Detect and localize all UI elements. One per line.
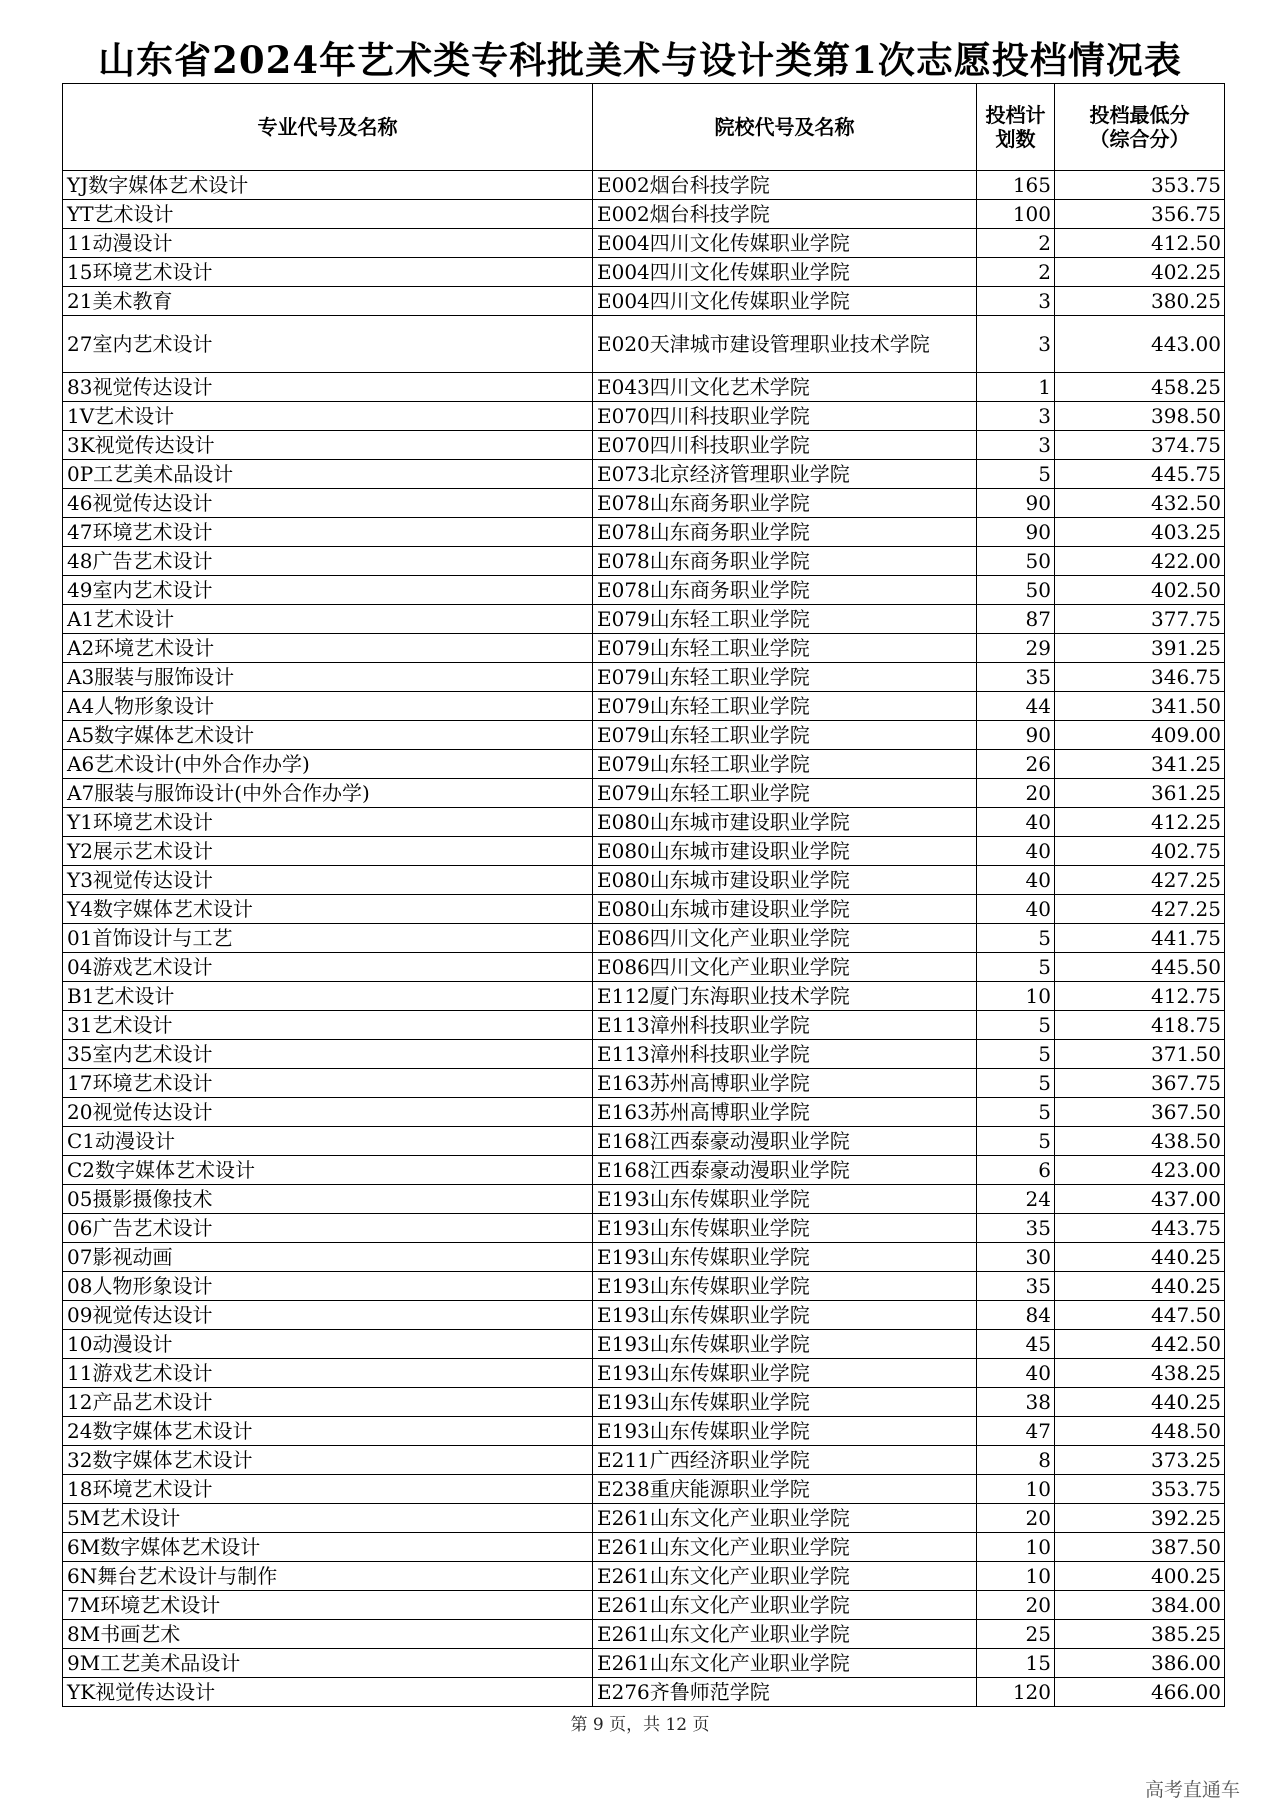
cell-major: A4人物形象设计 xyxy=(63,692,593,721)
cell-plan: 20 xyxy=(977,1504,1055,1533)
cell-plan: 1 xyxy=(977,373,1055,402)
table-row xyxy=(63,924,1225,953)
table-row xyxy=(63,1069,1225,1098)
cell-major: C2数字媒体艺术设计 xyxy=(63,1156,593,1185)
table-row xyxy=(63,576,1225,605)
cell-major: 08人物形象设计 xyxy=(63,1272,593,1301)
cell-score: 384.00 xyxy=(1055,1591,1225,1620)
cell-school: E004四川文化传媒职业学院 xyxy=(593,229,977,258)
cell-score: 422.00 xyxy=(1055,547,1225,576)
cell-score: 440.25 xyxy=(1055,1388,1225,1417)
table-row xyxy=(63,1620,1225,1649)
cell-score: 437.00 xyxy=(1055,1185,1225,1214)
table-row xyxy=(63,489,1225,518)
cell-score: 448.50 xyxy=(1055,1417,1225,1446)
cell-score: 385.25 xyxy=(1055,1620,1225,1649)
cell-major: Y4数字媒体艺术设计 xyxy=(63,895,593,924)
cell-school: E079山东轻工职业学院 xyxy=(593,779,977,808)
cell-score: 341.50 xyxy=(1055,692,1225,721)
cell-plan: 44 xyxy=(977,692,1055,721)
cell-plan: 3 xyxy=(977,402,1055,431)
cell-score: 402.75 xyxy=(1055,837,1225,866)
cell-school: E078山东商务职业学院 xyxy=(593,576,977,605)
cell-school: E078山东商务职业学院 xyxy=(593,518,977,547)
table-row xyxy=(63,634,1225,663)
cell-school: E261山东文化产业职业学院 xyxy=(593,1504,977,1533)
table-row xyxy=(63,1562,1225,1591)
table-row xyxy=(63,1388,1225,1417)
page-footer: 第 9 页，共 12 页 xyxy=(570,1715,710,1735)
table-row xyxy=(63,779,1225,808)
cell-school: E193山东传媒职业学院 xyxy=(593,1243,977,1272)
cell-major: 20视觉传达设计 xyxy=(63,1098,593,1127)
cell-school: E004四川文化传媒职业学院 xyxy=(593,258,977,287)
table-row xyxy=(63,895,1225,924)
cell-score: 353.75 xyxy=(1055,171,1225,200)
cell-school: E193山东传媒职业学院 xyxy=(593,1301,977,1330)
table-row xyxy=(63,373,1225,402)
cell-plan: 40 xyxy=(977,895,1055,924)
cell-score: 427.25 xyxy=(1055,895,1225,924)
table-row xyxy=(63,200,1225,229)
cell-school: E261山东文化产业职业学院 xyxy=(593,1591,977,1620)
cell-school: E079山东轻工职业学院 xyxy=(593,721,977,750)
table-row xyxy=(63,663,1225,692)
cell-score: 427.25 xyxy=(1055,866,1225,895)
table-row xyxy=(63,1330,1225,1359)
table-row xyxy=(63,547,1225,576)
cell-major: 24数字媒体艺术设计 xyxy=(63,1417,593,1446)
cell-score: 445.75 xyxy=(1055,460,1225,489)
table-row xyxy=(63,692,1225,721)
cell-plan: 2 xyxy=(977,229,1055,258)
cell-major: 17环境艺术设计 xyxy=(63,1069,593,1098)
table-row xyxy=(63,1475,1225,1504)
cell-plan: 40 xyxy=(977,837,1055,866)
header-plan: 投档计划数 xyxy=(977,84,1055,171)
cell-score: 374.75 xyxy=(1055,431,1225,460)
cell-school: E079山东轻工职业学院 xyxy=(593,634,977,663)
table-row xyxy=(63,460,1225,489)
cell-major: 31艺术设计 xyxy=(63,1011,593,1040)
cell-school: E261山东文化产业职业学院 xyxy=(593,1649,977,1678)
cell-major: A5数字媒体艺术设计 xyxy=(63,721,593,750)
cell-score: 356.75 xyxy=(1055,200,1225,229)
cell-score: 400.25 xyxy=(1055,1562,1225,1591)
cell-major: 7M环境艺术设计 xyxy=(63,1591,593,1620)
cell-plan: 25 xyxy=(977,1620,1055,1649)
cell-school: E086四川文化产业职业学院 xyxy=(593,953,977,982)
cell-plan: 3 xyxy=(977,431,1055,460)
cell-plan: 8 xyxy=(977,1446,1055,1475)
table-row xyxy=(63,1185,1225,1214)
cell-plan: 90 xyxy=(977,489,1055,518)
cell-plan: 35 xyxy=(977,1214,1055,1243)
cell-major: A6艺术设计(中外合作办学) xyxy=(63,750,593,779)
cell-school: E193山东传媒职业学院 xyxy=(593,1330,977,1359)
cell-major: 1V艺术设计 xyxy=(63,402,593,431)
cell-school: E113漳州科技职业学院 xyxy=(593,1040,977,1069)
cell-plan: 35 xyxy=(977,1272,1055,1301)
table-row xyxy=(63,1214,1225,1243)
cell-major: YT艺术设计 xyxy=(63,200,593,229)
cell-plan: 90 xyxy=(977,518,1055,547)
table-row xyxy=(63,1243,1225,1272)
cell-school: E168江西泰豪动漫职业学院 xyxy=(593,1156,977,1185)
cell-major: 9M工艺美术品设计 xyxy=(63,1649,593,1678)
cell-major: 47环境艺术设计 xyxy=(63,518,593,547)
page-title: 山东省2024年艺术类专科批美术与设计类第1次志愿投档情况表 xyxy=(98,38,1182,82)
cell-plan: 29 xyxy=(977,634,1055,663)
cell-plan: 90 xyxy=(977,721,1055,750)
cell-school: E078山东商务职业学院 xyxy=(593,547,977,576)
cell-school: E238重庆能源职业学院 xyxy=(593,1475,977,1504)
cell-school: E043四川文化艺术学院 xyxy=(593,373,977,402)
cell-school: E079山东轻工职业学院 xyxy=(593,605,977,634)
table-row xyxy=(63,1301,1225,1330)
cell-score: 391.25 xyxy=(1055,634,1225,663)
cell-plan: 5 xyxy=(977,1040,1055,1069)
cell-score: 387.50 xyxy=(1055,1533,1225,1562)
cell-plan: 165 xyxy=(977,171,1055,200)
cell-school: E079山东轻工职业学院 xyxy=(593,750,977,779)
cell-score: 441.75 xyxy=(1055,924,1225,953)
cell-plan: 5 xyxy=(977,924,1055,953)
cell-score: 377.75 xyxy=(1055,605,1225,634)
cell-score: 386.00 xyxy=(1055,1649,1225,1678)
cell-school: E113漳州科技职业学院 xyxy=(593,1011,977,1040)
cell-school: E193山东传媒职业学院 xyxy=(593,1388,977,1417)
table-row xyxy=(63,837,1225,866)
cell-major: 18环境艺术设计 xyxy=(63,1475,593,1504)
table-row xyxy=(63,1156,1225,1185)
cell-major: C1动漫设计 xyxy=(63,1127,593,1156)
cell-score: 412.75 xyxy=(1055,982,1225,1011)
cell-score: 438.25 xyxy=(1055,1359,1225,1388)
cell-school: E193山东传媒职业学院 xyxy=(593,1214,977,1243)
cell-school: E261山东文化产业职业学院 xyxy=(593,1533,977,1562)
cell-score: 367.75 xyxy=(1055,1069,1225,1098)
cell-plan: 120 xyxy=(977,1678,1055,1707)
header-score xyxy=(1055,84,1225,171)
table-row xyxy=(63,1649,1225,1678)
cell-plan: 35 xyxy=(977,663,1055,692)
cell-school: E080山东城市建设职业学院 xyxy=(593,895,977,924)
cell-major: B1艺术设计 xyxy=(63,982,593,1011)
cell-plan: 45 xyxy=(977,1330,1055,1359)
cell-major: 35室内艺术设计 xyxy=(63,1040,593,1069)
cell-school: E193山东传媒职业学院 xyxy=(593,1272,977,1301)
cell-plan: 2 xyxy=(977,258,1055,287)
table-row xyxy=(63,1446,1225,1475)
cell-school: E004四川文化传媒职业学院 xyxy=(593,287,977,316)
cell-school: E276齐鲁师范学院 xyxy=(593,1678,977,1707)
cell-score: 432.50 xyxy=(1055,489,1225,518)
table-row xyxy=(63,1272,1225,1301)
cell-major: Y2展示艺术设计 xyxy=(63,837,593,866)
cell-major: 0P工艺美术品设计 xyxy=(63,460,593,489)
cell-plan: 5 xyxy=(977,1098,1055,1127)
cell-score: 371.50 xyxy=(1055,1040,1225,1069)
cell-major: Y1环境艺术设计 xyxy=(63,808,593,837)
table-row xyxy=(63,808,1225,837)
cell-score: 402.50 xyxy=(1055,576,1225,605)
cell-score: 438.50 xyxy=(1055,1127,1225,1156)
cell-major: 6N舞台艺术设计与制作 xyxy=(63,1562,593,1591)
cell-major: 05摄影摄像技术 xyxy=(63,1185,593,1214)
cell-plan: 38 xyxy=(977,1388,1055,1417)
cell-plan: 40 xyxy=(977,1359,1055,1388)
cell-score: 466.00 xyxy=(1055,1678,1225,1707)
cell-major: 49室内艺术设计 xyxy=(63,576,593,605)
cell-school: E193山东传媒职业学院 xyxy=(593,1185,977,1214)
cell-plan: 84 xyxy=(977,1301,1055,1330)
cell-major: A2环境艺术设计 xyxy=(63,634,593,663)
table-row xyxy=(63,1591,1225,1620)
header-major: 专业代号及名称 xyxy=(63,84,593,171)
cell-plan: 10 xyxy=(977,982,1055,1011)
cell-school: E211广西经济职业学院 xyxy=(593,1446,977,1475)
cell-school: E002烟台科技学院 xyxy=(593,171,977,200)
cell-major: 32数字媒体艺术设计 xyxy=(63,1446,593,1475)
cell-school: E020天津城市建设管理职业技术学院 xyxy=(593,316,977,373)
cell-score: 341.25 xyxy=(1055,750,1225,779)
table-row xyxy=(63,1359,1225,1388)
cell-major: 48广告艺术设计 xyxy=(63,547,593,576)
cell-plan: 26 xyxy=(977,750,1055,779)
cell-school: E080山东城市建设职业学院 xyxy=(593,837,977,866)
cell-major: 83视觉传达设计 xyxy=(63,373,593,402)
cell-school: E080山东城市建设职业学院 xyxy=(593,866,977,895)
cell-major: Y3视觉传达设计 xyxy=(63,866,593,895)
cell-school: E112厦门东海职业技术学院 xyxy=(593,982,977,1011)
cell-score: 353.75 xyxy=(1055,1475,1225,1504)
cell-major: 04游戏艺术设计 xyxy=(63,953,593,982)
cell-school: E078山东商务职业学院 xyxy=(593,489,977,518)
table-row xyxy=(63,229,1225,258)
table-row xyxy=(63,1533,1225,1562)
cell-plan: 3 xyxy=(977,287,1055,316)
cell-score: 402.25 xyxy=(1055,258,1225,287)
table-row xyxy=(63,518,1225,547)
cell-score: 409.00 xyxy=(1055,721,1225,750)
table-row xyxy=(63,1127,1225,1156)
table-row xyxy=(63,866,1225,895)
table-header-row xyxy=(63,84,1225,171)
cell-plan: 20 xyxy=(977,779,1055,808)
table-row xyxy=(63,1678,1225,1707)
cell-major: 09视觉传达设计 xyxy=(63,1301,593,1330)
cell-score: 418.75 xyxy=(1055,1011,1225,1040)
table-row xyxy=(63,1504,1225,1533)
cell-score: 412.25 xyxy=(1055,808,1225,837)
cell-major: 15环境艺术设计 xyxy=(63,258,593,287)
header-score-line1: 投档最低分 xyxy=(1089,103,1190,127)
table-row xyxy=(63,402,1225,431)
table-row xyxy=(63,287,1225,316)
cell-plan: 50 xyxy=(977,547,1055,576)
cell-plan: 40 xyxy=(977,808,1055,837)
cell-plan: 40 xyxy=(977,866,1055,895)
cell-major: 07影视动画 xyxy=(63,1243,593,1272)
cell-score: 380.25 xyxy=(1055,287,1225,316)
cell-score: 361.25 xyxy=(1055,779,1225,808)
cell-major: 27室内艺术设计 xyxy=(63,316,593,373)
cell-school: E079山东轻工职业学院 xyxy=(593,692,977,721)
cell-major: 01首饰设计与工艺 xyxy=(63,924,593,953)
cell-major: 11动漫设计 xyxy=(63,229,593,258)
table-row xyxy=(63,721,1225,750)
table-row xyxy=(63,1417,1225,1446)
cell-school: E070四川科技职业学院 xyxy=(593,402,977,431)
cell-school: E086四川文化产业职业学院 xyxy=(593,924,977,953)
cell-school: E163苏州高博职业学院 xyxy=(593,1069,977,1098)
cell-plan: 100 xyxy=(977,200,1055,229)
cell-school: E261山东文化产业职业学院 xyxy=(593,1620,977,1649)
cell-school: E073北京经济管理职业学院 xyxy=(593,460,977,489)
cell-score: 443.00 xyxy=(1055,316,1225,373)
header-school: 院校代号及名称 xyxy=(593,84,977,171)
cell-school: E168江西泰豪动漫职业学院 xyxy=(593,1127,977,1156)
cell-score: 423.00 xyxy=(1055,1156,1225,1185)
table-row xyxy=(63,953,1225,982)
cell-major: 06广告艺术设计 xyxy=(63,1214,593,1243)
cell-major: 46视觉传达设计 xyxy=(63,489,593,518)
table-row xyxy=(63,1011,1225,1040)
cell-score: 403.25 xyxy=(1055,518,1225,547)
table-row xyxy=(63,982,1225,1011)
cell-plan: 6 xyxy=(977,1156,1055,1185)
table-row xyxy=(63,1098,1225,1127)
cell-major: 3K视觉传达设计 xyxy=(63,431,593,460)
cell-major: 21美术教育 xyxy=(63,287,593,316)
header-score-line2: （综合分） xyxy=(1089,127,1190,151)
cell-plan: 87 xyxy=(977,605,1055,634)
cell-major: 5M艺术设计 xyxy=(63,1504,593,1533)
admission-table xyxy=(62,83,1225,1707)
cell-score: 373.25 xyxy=(1055,1446,1225,1475)
table-row xyxy=(63,431,1225,460)
cell-school: E193山东传媒职业学院 xyxy=(593,1359,977,1388)
cell-plan: 5 xyxy=(977,1069,1055,1098)
cell-major: 11游戏艺术设计 xyxy=(63,1359,593,1388)
cell-score: 440.25 xyxy=(1055,1243,1225,1272)
cell-major: YK视觉传达设计 xyxy=(63,1678,593,1707)
cell-major: A1艺术设计 xyxy=(63,605,593,634)
cell-school: E080山东城市建设职业学院 xyxy=(593,808,977,837)
cell-major: 12产品艺术设计 xyxy=(63,1388,593,1417)
watermark: 高考直通车 xyxy=(1145,1779,1241,1801)
cell-plan: 20 xyxy=(977,1591,1055,1620)
cell-school: E163苏州高博职业学院 xyxy=(593,1098,977,1127)
cell-score: 442.50 xyxy=(1055,1330,1225,1359)
cell-plan: 50 xyxy=(977,576,1055,605)
cell-plan: 3 xyxy=(977,316,1055,373)
cell-score: 445.50 xyxy=(1055,953,1225,982)
cell-score: 367.50 xyxy=(1055,1098,1225,1127)
table-row xyxy=(63,258,1225,287)
cell-score: 440.25 xyxy=(1055,1272,1225,1301)
cell-plan: 10 xyxy=(977,1475,1055,1504)
table-body xyxy=(63,171,1225,1707)
cell-plan: 10 xyxy=(977,1562,1055,1591)
cell-plan: 10 xyxy=(977,1533,1055,1562)
cell-major: YJ数字媒体艺术设计 xyxy=(63,171,593,200)
table-row xyxy=(63,605,1225,634)
cell-score: 458.25 xyxy=(1055,373,1225,402)
cell-major: 10动漫设计 xyxy=(63,1330,593,1359)
cell-plan: 5 xyxy=(977,1011,1055,1040)
cell-major: A7服装与服饰设计(中外合作办学) xyxy=(63,779,593,808)
cell-school: E002烟台科技学院 xyxy=(593,200,977,229)
table-row xyxy=(63,171,1225,200)
cell-major: 6M数字媒体艺术设计 xyxy=(63,1533,593,1562)
cell-plan: 5 xyxy=(977,953,1055,982)
cell-school: E261山东文化产业职业学院 xyxy=(593,1562,977,1591)
cell-score: 346.75 xyxy=(1055,663,1225,692)
cell-plan: 30 xyxy=(977,1243,1055,1272)
cell-score: 443.75 xyxy=(1055,1214,1225,1243)
cell-school: E193山东传媒职业学院 xyxy=(593,1417,977,1446)
cell-plan: 15 xyxy=(977,1649,1055,1678)
cell-plan: 5 xyxy=(977,1127,1055,1156)
cell-major: 8M书画艺术 xyxy=(63,1620,593,1649)
cell-school: E079山东轻工职业学院 xyxy=(593,663,977,692)
cell-score: 412.50 xyxy=(1055,229,1225,258)
cell-plan: 5 xyxy=(977,460,1055,489)
table-row xyxy=(63,1040,1225,1069)
cell-plan: 24 xyxy=(977,1185,1055,1214)
cell-score: 398.50 xyxy=(1055,402,1225,431)
table-row xyxy=(63,316,1225,373)
cell-plan: 47 xyxy=(977,1417,1055,1446)
cell-score: 447.50 xyxy=(1055,1301,1225,1330)
cell-school: E070四川科技职业学院 xyxy=(593,431,977,460)
table-row xyxy=(63,750,1225,779)
cell-score: 392.25 xyxy=(1055,1504,1225,1533)
cell-major: A3服装与服饰设计 xyxy=(63,663,593,692)
